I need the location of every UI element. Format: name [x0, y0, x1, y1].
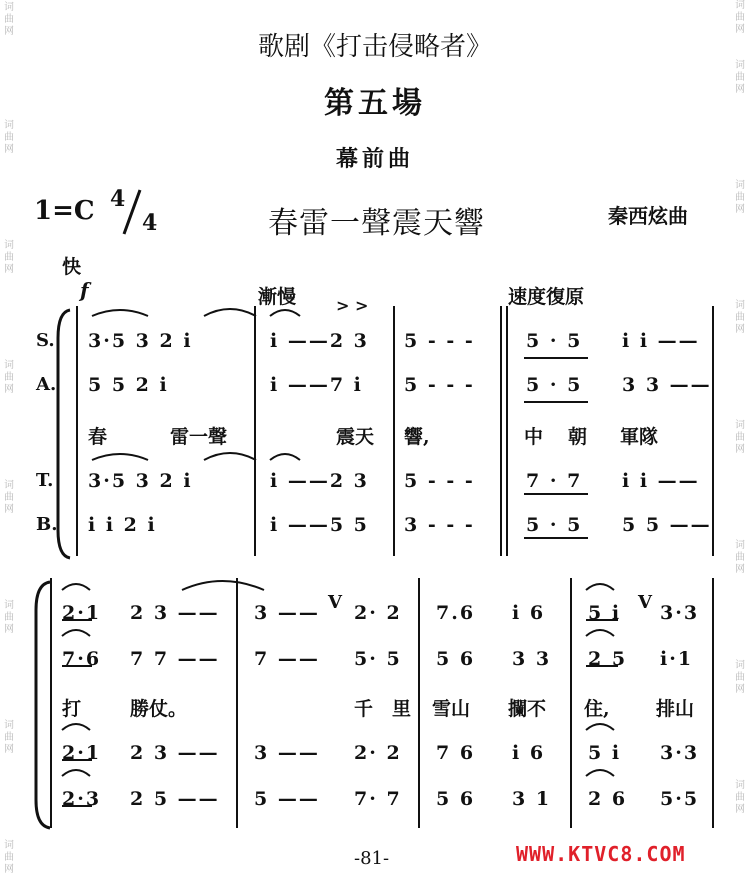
row3-note: 2 3 —— — [130, 742, 220, 764]
tenor-measure-4: 7 · 7 — [526, 470, 583, 492]
lyric: 春 — [88, 426, 108, 448]
scene-heading: 第五場 — [324, 86, 426, 121]
watermark-left-7: 词 曲 网 — [4, 720, 14, 755]
bass-measure-4: 5 · 5 — [526, 514, 583, 536]
accent-marks: > > — [336, 296, 369, 315]
page-number: -81- — [354, 848, 390, 869]
dynamic-marking: f — [80, 278, 89, 302]
row1-note: 5 i — [588, 602, 622, 624]
row2-note: 7 7 —— — [130, 648, 220, 670]
voice-label-bass: B. — [36, 514, 58, 535]
row2-note: 7 —— — [254, 648, 320, 670]
key-signature: 1=C — [34, 196, 95, 226]
row4-note: 5·5 — [660, 788, 700, 810]
row3-note: 3 —— — [254, 742, 320, 764]
tenor-measure-2: i ——2 3 — [270, 470, 369, 492]
lyric: 雪山 — [432, 698, 471, 720]
voice-label-tenor: T. — [36, 470, 54, 491]
time-signature-bottom: 4 — [142, 210, 158, 236]
section-heading: 幕前曲 — [335, 146, 414, 172]
voice-label-soprano: S. — [36, 330, 55, 351]
watermark-right-4: 词 曲 网 — [735, 300, 745, 335]
lyric: 里 — [392, 698, 412, 720]
row4-note: 5 —— — [254, 788, 320, 810]
tempo-marking: 快 — [62, 256, 82, 278]
row2-note: 3 3 — [512, 648, 552, 670]
row2-note: 2 5 — [588, 648, 628, 670]
row3-note: 3·3 — [660, 742, 700, 764]
bass-measure-2: i ——5 5 — [270, 514, 369, 536]
row2-note: 5· 5 — [354, 648, 402, 670]
system2-slurs — [52, 576, 720, 826]
lyric: 排山 — [656, 698, 695, 720]
lyric: 中 — [524, 426, 544, 448]
lyric: 朝 — [568, 426, 588, 448]
row4-note: 2 6 — [588, 788, 628, 810]
soprano-measure-3: 5 - - - — [404, 330, 475, 352]
row3-note: i 6 — [512, 742, 546, 764]
alto-measure-3: 5 - - - — [404, 374, 475, 396]
bass-measure-3: 3 - - - — [404, 514, 475, 536]
soprano-measure-5: i i —— — [622, 330, 700, 352]
row1-note: 3·3 — [660, 602, 700, 624]
lyric: 攔不 — [508, 698, 547, 720]
watermark-right-3: 词 曲 网 — [735, 180, 745, 215]
lyric: 響, — [404, 426, 430, 448]
expression-a-tempo: 速度復原 — [508, 286, 585, 308]
expression-ritardando: 漸慢 — [258, 286, 297, 308]
watermark-left-8: 词 曲 网 — [4, 840, 14, 875]
lyric: 雷一聲 — [170, 426, 228, 448]
row4-note: 7· 7 — [354, 788, 402, 810]
soprano-measure-4: 5 · 5 — [526, 330, 583, 352]
row1-note: 2· 2 — [354, 602, 402, 624]
alto-measure-4: 5 · 5 — [526, 374, 583, 396]
voice-label-alto: A. — [36, 374, 57, 395]
opera-title: 歌剧《打击侵略者》 — [257, 32, 492, 62]
row1-note: 2 3 —— — [130, 602, 220, 624]
time-signature-slash — [120, 188, 144, 238]
breath-mark: V — [638, 592, 652, 613]
row1-note: 7.6 — [436, 602, 476, 624]
row3-note: 2· 2 — [354, 742, 402, 764]
row1-note: 2·1 — [62, 602, 102, 624]
watermark-left-2: 词 曲 网 — [4, 120, 14, 155]
watermark-right-8: 词 曲 网 — [735, 780, 745, 815]
barline-start — [76, 306, 78, 556]
watermark-right-5: 词 曲 网 — [735, 420, 745, 455]
alto-measure-2: i ——7 i — [270, 374, 363, 396]
tenor-measure-5: i i —— — [622, 470, 700, 492]
lyric: 勝仗。 — [130, 698, 188, 720]
row4-note: 2 5 —— — [130, 788, 220, 810]
row3-note: 5 i — [588, 742, 622, 764]
lyric: 千 — [354, 698, 374, 720]
row3-note: 2·1 — [62, 742, 102, 764]
row2-note: 5 6 — [436, 648, 476, 670]
tenor-measure-1: 3·5 3 2 i — [88, 470, 193, 492]
row1-note: i 6 — [512, 602, 546, 624]
tenor-measure-3: 5 - - - — [404, 470, 475, 492]
watermark-left-1: 词 曲 网 — [4, 2, 14, 37]
watermark-left-5: 词 曲 网 — [4, 480, 14, 515]
lyric: 打 — [62, 698, 82, 720]
lyric: 震天 — [336, 426, 375, 448]
bass-measure-5: 5 5 —— — [622, 514, 712, 536]
row4-note: 3 1 — [512, 788, 552, 810]
row4-note: 5 6 — [436, 788, 476, 810]
watermark-left-4: 词 曲 网 — [4, 360, 14, 395]
lyric: 住, — [584, 698, 610, 720]
site-watermark: WWW.KTVC8.COM — [516, 842, 686, 866]
row2-note: 7·6 — [62, 648, 102, 670]
row3-note: 7 6 — [436, 742, 476, 764]
watermark-right-1: 词 曲 网 — [735, 0, 745, 35]
lyric: 軍隊 — [620, 426, 659, 448]
soprano-measure-1: 3·5 3 2 i — [88, 330, 193, 352]
breath-mark: V — [328, 592, 342, 613]
watermark-right-7: 词 曲 网 — [735, 660, 745, 695]
bass-measure-1: i i 2 i — [88, 514, 157, 536]
watermark-left-3: 词 曲 网 — [4, 240, 14, 275]
soprano-measure-2: i ——2 3 — [270, 330, 369, 352]
row1-note: 3 —— — [254, 602, 320, 624]
watermark-right-6: 词 曲 网 — [735, 540, 745, 575]
alto-measure-1: 5 5 2 i — [88, 374, 169, 396]
time-signature-top: 4 — [110, 186, 126, 212]
row4-note: 2·3 — [62, 788, 102, 810]
composer: 秦西炫曲 — [608, 204, 688, 228]
song-title: 春雷一聲震天響 — [268, 206, 485, 241]
system1-slurs — [80, 304, 720, 554]
alto-measure-5: 3 3 —— — [622, 374, 712, 396]
row2-note: i·1 — [660, 648, 694, 670]
watermark-left-6: 词 曲 网 — [4, 600, 14, 635]
watermark-right-2: 词 曲 网 — [735, 60, 745, 95]
